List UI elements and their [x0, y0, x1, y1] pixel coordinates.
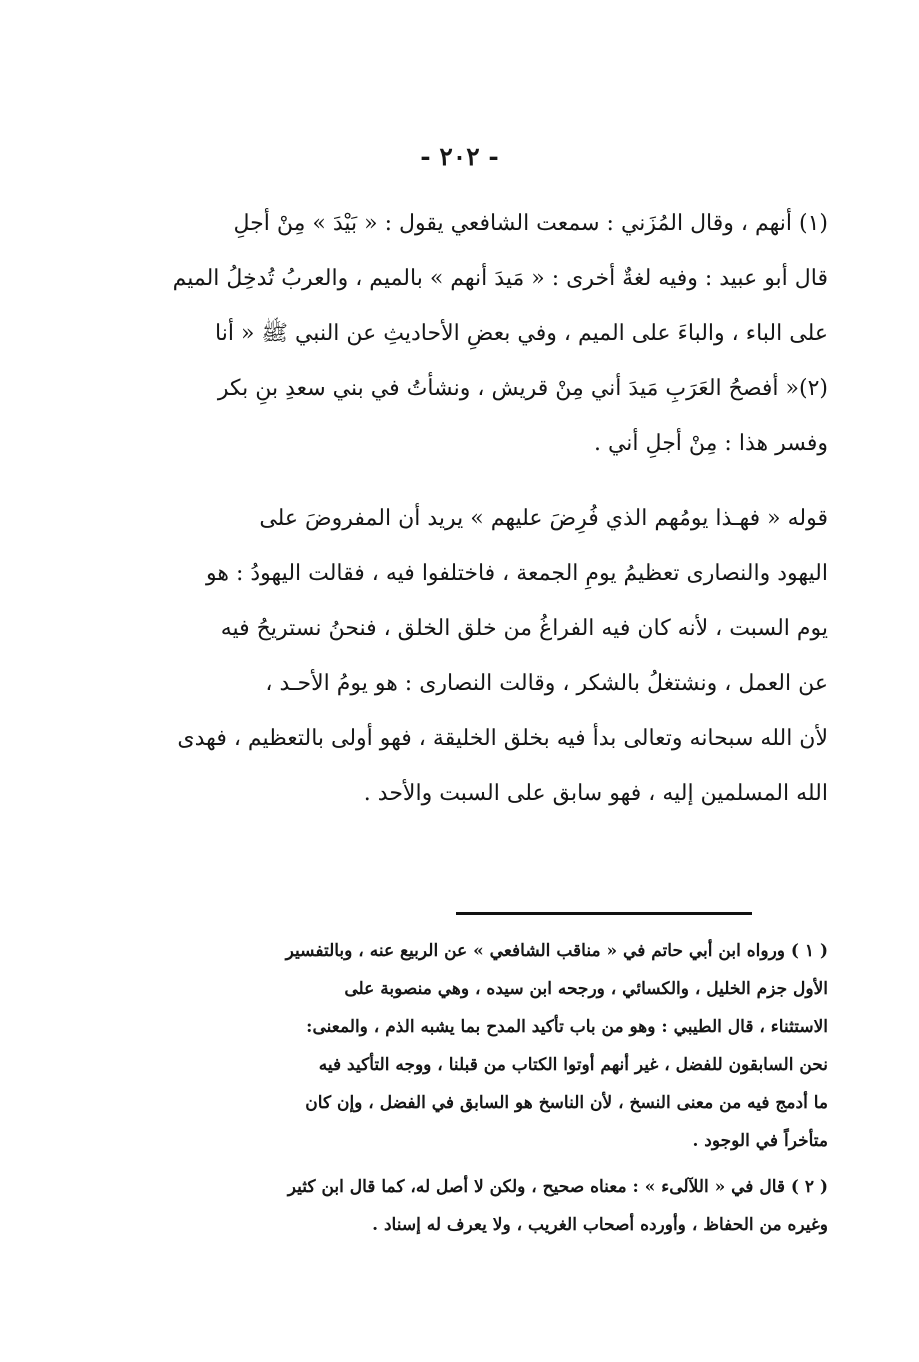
footnote-line: وغيره من الحفاظ ، وأورده أصحاب الغريب ، ولا يعرف له إسناد . — [372, 1215, 828, 1235]
text-line: (١) أنهم ، وقال المُزَني : سمعت الشافعي يقول : « بَيْدَ » مِنْ أجلِ — [233, 211, 828, 236]
text-line: قال أبو عبيد : وفيه لغةٌ أخرى : « مَيدَ أنهم » بالميم ، والعربُ تُدخِلُ الميم — [172, 266, 828, 291]
text-line: (٢)« أفصحُ العَرَبِ مَيدَ أني مِنْ قريش ، ونشأتُ في بني سعدِ بنِ بكر — [217, 376, 828, 401]
text-line: الله المسلمين إليه ، فهو سابق على السبت والأحد . — [363, 781, 828, 806]
body-text — [96, 196, 828, 821]
footnote-spacer — [96, 1160, 828, 1168]
footnote-line: ما أدمج فيه من معنى النسخ ، لأن الناسخ هو السابق في الفضل ، وإن كان — [305, 1093, 828, 1113]
footnote-line: الاستثناء ، قال الطيبي : وهو من باب تأكيد المدح بما يشبه الذم ، والمعنى: — [306, 1017, 828, 1037]
paragraph-1 — [96, 196, 828, 471]
text-line: عن العمل ، ونشتغلُ بالشكر ، وقالت النصارى : هو يومُ الأحـد ، — [265, 671, 828, 696]
footnote-line: متأخراً في الوجود . — [692, 1131, 828, 1151]
text-line: اليهود والنصارى تعظيمُ يومِ الجمعة ، فاختلفوا فيه ، فقالت اليهودُ : هو — [206, 561, 828, 586]
footnotes — [96, 932, 828, 1244]
text-line: قوله « فهـذا يومُهم الذي فُرِضَ عليهم » يريد أن المفروضَ على — [259, 506, 828, 531]
footnote-1 — [96, 932, 828, 1160]
text-line: يوم السبت ، لأنه كان فيه الفراغُ من خلق الخلق ، فنحنُ نستريحُ فيه — [220, 616, 828, 641]
text-line: على الباء ، والباءَ على الميم ، وفي بعضِ الأحاديثِ عن النبي ﷺ « أنا — [215, 321, 828, 346]
paragraph-2 — [96, 491, 828, 821]
footnote-line: الأول جزم الخليل ، والكسائي ، ورجحه ابن سيده ، وهي منصوبة على — [344, 979, 828, 999]
footnote-line: ( ٢ ) قال في « اللآلىء » : معناه صحيح ، ولكن لا أصل له، كما قال ابن كثير — [287, 1177, 828, 1197]
footnote-line: ( ١ ) ورواه ابن أبي حاتم في « مناقب الشافعي » عن الربيع عنه ، وبالتفسير — [285, 941, 828, 961]
footnote-2 — [96, 1168, 828, 1244]
footnote-separator — [456, 912, 752, 915]
text-line: وفسر هذا : مِنْ أجلِ أني . — [593, 431, 828, 456]
text-line: لأن الله سبحانه وتعالى بدأ فيه بخلق الخليقة ، فهو أولى بالتعظيم ، فهدى — [177, 726, 828, 751]
paragraph-spacer — [96, 471, 828, 491]
page-number: - ٢٠٢ - — [420, 142, 499, 171]
footnote-line: نحن السابقون للفضل ، غير أنهم أوتوا الكتاب من قبلنا ، ووجه التأكيد فيه — [318, 1055, 828, 1075]
